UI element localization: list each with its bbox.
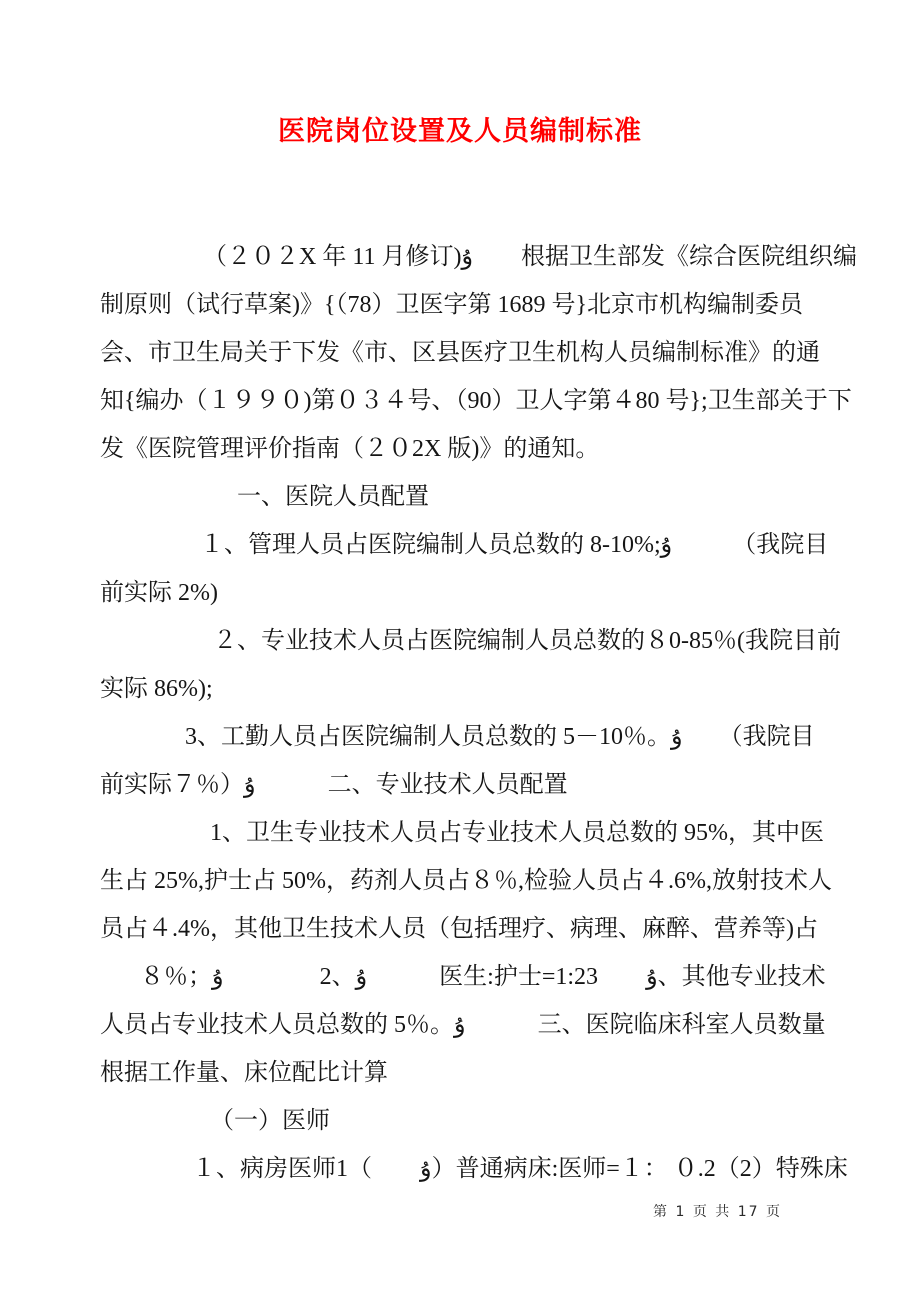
document-line: （２０２X 年 11 月修订)ۇ 根据卫生部发《综合医院组织编 <box>203 244 858 270</box>
document-line: 会、市卫生局关于下发《市、区县医疗卫生机构人员编制标准》的通 <box>100 340 820 366</box>
document-line: １、管理人员占医院编制人员总数的 8-10%;ۇ （我院目 <box>200 532 829 558</box>
document-line: 一、医院人员配置 <box>237 484 429 510</box>
document-line: 生占 25%,护士占 50%，药剂人员占８％,检验人员占４.6%,放射技术人 <box>100 868 832 894</box>
document-line: 人员占专业技术人员总数的 5％。ۇ 三、医院临床科室人员数量 <box>100 1012 826 1038</box>
page-number: 第 1 页 共 17 页 <box>653 1204 782 1220</box>
document-line: 3、工勤人员占医院编制人员总数的 5－10％。ۇ （我院目 <box>185 724 815 750</box>
document-title: 医院岗位设置及人员编制标准 <box>278 116 642 146</box>
document-line: 实际 86%); <box>100 676 213 702</box>
document-body <box>100 233 858 1193</box>
document-line: １、病房医师1（ ۇ）普通病床:医师=１： ０.2（2）特殊床 <box>192 1156 848 1182</box>
document-line: 员占４.4%，其他卫生技术人员（包括理疗、病理、麻醉、营养等)占 <box>100 916 818 942</box>
document-line: （一）医师 <box>210 1108 330 1134</box>
document-line: 根据工作量、床位配比计算 <box>100 1060 388 1086</box>
document-line: 前实际７％）ۇ 二、专业技术人员配置 <box>100 772 568 798</box>
document-line: 制原则（试行草案)》{（78）卫医字第 1689 号}北京市机构编制委员 <box>100 292 804 318</box>
document-line: ２、专业技术人员占医院编制人员总数的８0-85％(我院目前 <box>213 628 841 654</box>
document-line: 前实际 2%) <box>100 580 218 606</box>
document-line: 发《医院管理评价指南（２０2X 版)》的通知。 <box>100 436 600 462</box>
document-line: 知{编办（１９９０)第０３４号、（90）卫人字第４80 号};卫生部关于下 <box>100 388 852 414</box>
document-line: 1、卫生专业技术人员占专业技术人员总数的 95%，其中医 <box>210 820 824 846</box>
document-line: ８％；ۇ、2 ۇ 医生:护士=1:23 ۇ、其他专业技术 <box>140 964 826 990</box>
